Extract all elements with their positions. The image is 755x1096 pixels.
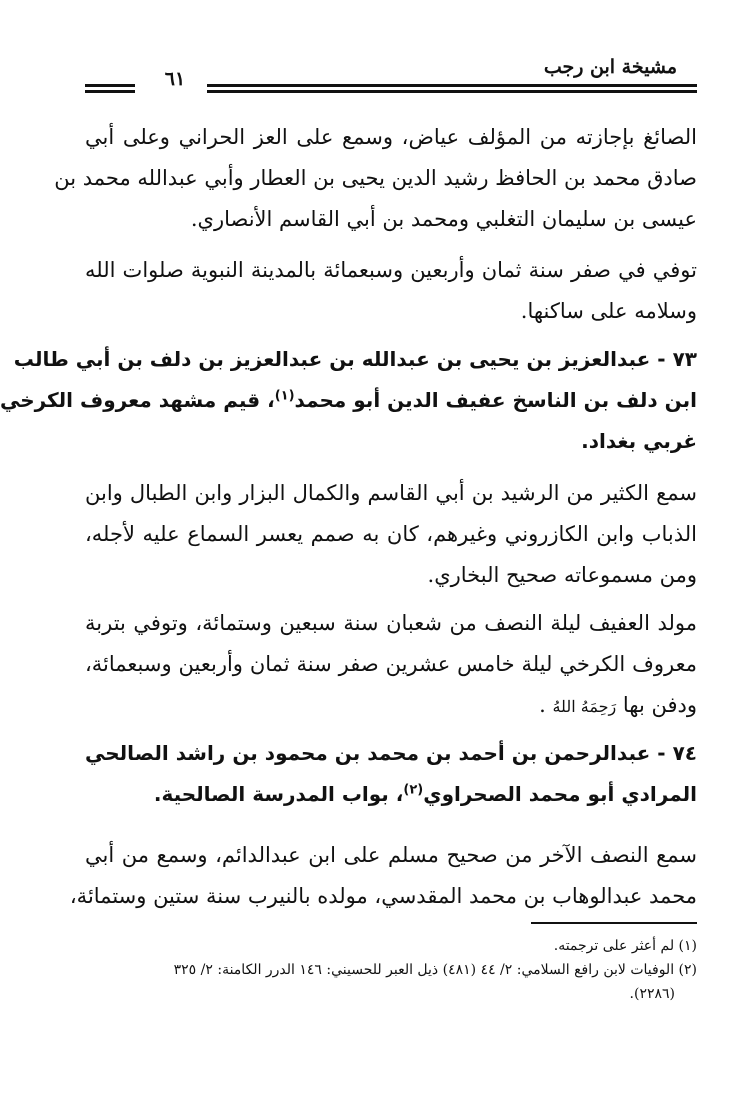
text-line: [85, 685, 697, 726]
heading-text: المرادي أبو محمد الصحراوي: [423, 782, 697, 806]
paragraph-3: [85, 473, 697, 596]
text-line: محمد عبدالوهاب بن محمد المقدسي، مولده بالنيرب سنة ستين وستمائة،: [69, 884, 697, 908]
entry-74-heading: [85, 733, 697, 815]
text-line: صادق محمد بن الحافظ رشيد الدين يحيى بن العطار وأبي عبدالله محمد بن: [54, 166, 697, 190]
heading-line: ٧٤ - عبدالرحمن بن أحمد بن محمد بن محمود بن راشد الصالحي: [85, 741, 697, 765]
paragraph-5: [69, 835, 697, 917]
heading-line: [85, 774, 697, 815]
header-rule-long-top: [207, 84, 697, 87]
paragraph-2: [85, 250, 697, 332]
text-line: توفي في صفر سنة ثمان وأربعين وسبعمائة بالمدينة النبوية صلوات الله: [85, 258, 697, 282]
text-line: وسلامه على ساكنها.: [520, 299, 697, 323]
heading-line: غربي بغداد.: [581, 429, 697, 453]
heading-line: ٧٣ - عبدالعزيز بن يحيى بن عبدالله بن عبدالعزيز بن دلف بن أبي طالب: [13, 347, 697, 371]
footnote-separator: [531, 922, 697, 924]
text-line: مولد العفيف ليلة النصف من شعبان سنة سبعين وستمائة، وتوفي بتربة: [85, 611, 697, 635]
entry-73-heading: [0, 339, 697, 462]
footnote-ref-2: (٢): [403, 782, 424, 798]
footnote-1: (١) لم أعثر على ترجمته.: [553, 938, 697, 954]
footnote-2: (٢) الوفيات لابن رافع السلامي: ٢/ ٤٤ (٤٨١) ذيل العبر للحسيني: ١٤٦ الدرر الكامنة: ٢/ ٣٢٥: [173, 962, 697, 978]
header-rule-short-top: [85, 84, 135, 87]
running-title: مشيخة ابن رجب: [543, 56, 677, 78]
paragraph-4: [85, 603, 697, 726]
text-span: .: [539, 693, 546, 717]
text-line: سمع الكثير من الرشيد بن أبي القاسم والكمال البزار وابن الطبال وابن: [85, 481, 697, 505]
heading-text: ابن دلف بن الناسخ عفيف الدين أبو محمد: [294, 388, 697, 412]
text-line: معروف الكرخي ليلة خامس عشرين صفر سنة ثمان وأربعين وسبعمائة،: [85, 652, 697, 676]
honorific-glyph: رَحِمَهُ اللهُ: [552, 697, 617, 716]
header-rule-short-bottom: [85, 90, 135, 93]
text-line: سمع النصف الآخر من صحيح مسلم على ابن عبدالدائم، وسمع من أبي: [85, 843, 697, 867]
heading-line: [0, 380, 697, 421]
header-rule-long-bottom: [207, 90, 697, 93]
text-line: ومن مسموعاته صحيح البخاري.: [427, 563, 697, 587]
paragraph-1: [54, 117, 697, 240]
text-line: الذباب وابن الكازروني وغيرهم، كان به صمم يعسر السماع عليه لأجله،: [85, 522, 697, 546]
footnote-ref-1: (١): [274, 388, 295, 404]
text-span: ودفن بها: [622, 693, 697, 717]
footnotes: [85, 934, 697, 1006]
page-number: ٦١: [164, 68, 186, 90]
footnote-2-continued: (٢٢٨٦).: [629, 986, 675, 1002]
text-line: عيسى بن سليمان التغلبي ومحمد بن أبي القاسم الأنصاري.: [190, 207, 697, 231]
heading-text: ، بواب المدرسة الصالحية.: [153, 782, 404, 806]
text-line: الصائغ بإجازته من المؤلف عياض، وسمع على العز الحراني وعلى أبي: [85, 125, 697, 149]
heading-text: ، قيم مشهد معروف الكرخي: [0, 388, 275, 412]
